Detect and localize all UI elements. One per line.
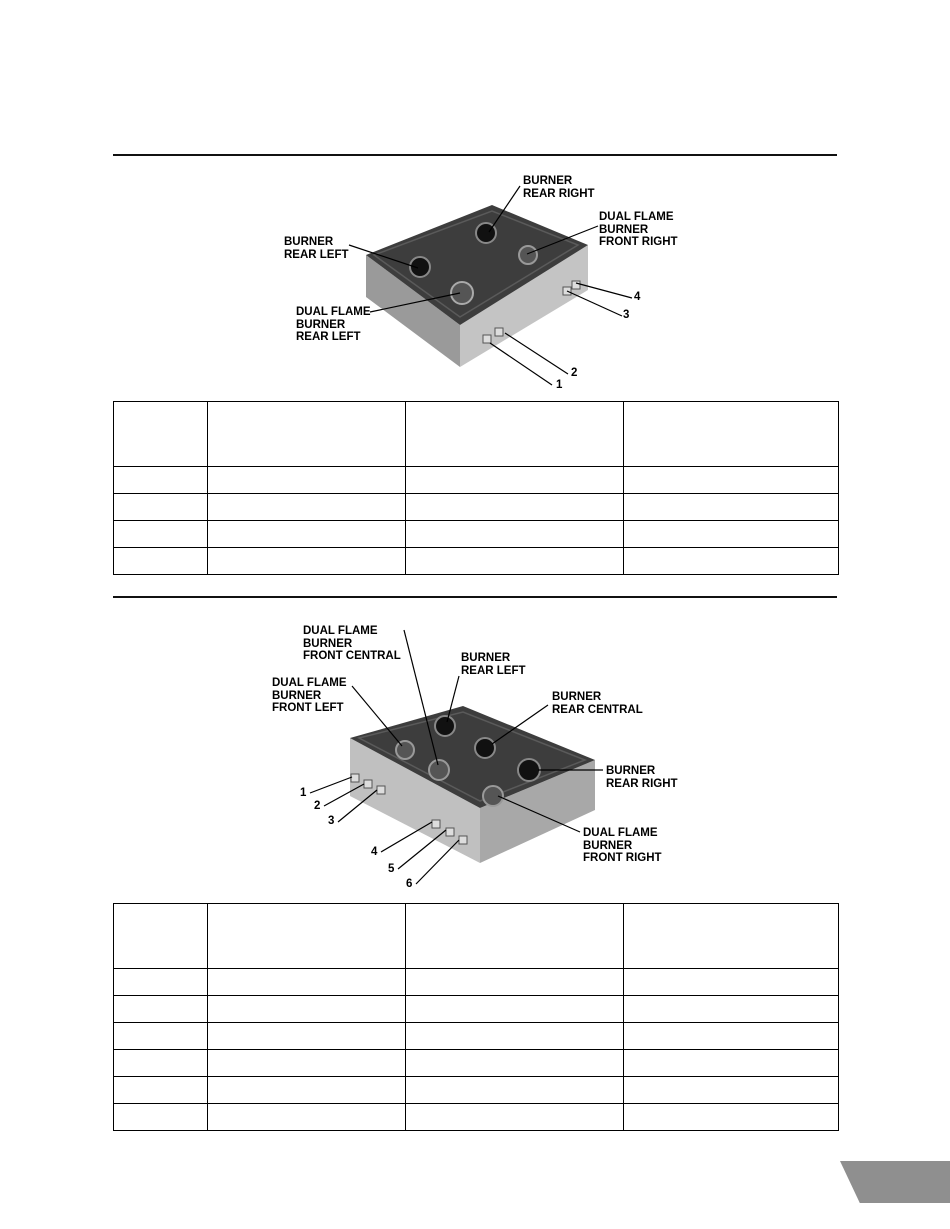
table-row bbox=[114, 1050, 839, 1077]
table-2-header bbox=[114, 904, 839, 969]
label-number-2: 2 bbox=[571, 367, 578, 379]
label-number-4: 4 bbox=[634, 291, 641, 303]
table-row bbox=[114, 1023, 839, 1050]
callout-burner-rear-central: BURNER REAR CENTRAL bbox=[552, 691, 643, 716]
label-number-1: 1 bbox=[556, 379, 563, 391]
callout-burner-rear-right: BURNER REAR RIGHT bbox=[606, 765, 678, 790]
table-row bbox=[114, 969, 839, 996]
table-row bbox=[114, 996, 839, 1023]
table-row bbox=[114, 1077, 839, 1104]
table-2 bbox=[113, 903, 839, 1131]
table-row bbox=[114, 1104, 839, 1131]
callout-dual-flame-rear-left: DUAL FLAME BURNER REAR LEFT bbox=[296, 306, 371, 343]
callout-burner-rear-left: BURNER REAR LEFT bbox=[284, 236, 349, 261]
callout-burner-rear-left: BURNER REAR LEFT bbox=[461, 652, 526, 677]
callout-dual-flame-front-right: DUAL FLAME BURNER FRONT RIGHT bbox=[583, 827, 662, 864]
table-header-cell bbox=[624, 904, 839, 969]
label-number-1: 1 bbox=[300, 787, 307, 799]
callout-burner-rear-right: BURNER REAR RIGHT bbox=[523, 175, 595, 200]
table-header-cell bbox=[114, 904, 208, 969]
callout-dual-flame-front-left: DUAL FLAME BURNER FRONT LEFT bbox=[272, 677, 347, 714]
callout-dual-flame-front-central: DUAL FLAME BURNER FRONT CENTRAL bbox=[303, 625, 401, 662]
label-number-2: 2 bbox=[314, 800, 321, 812]
label-number-3: 3 bbox=[623, 309, 630, 321]
table-header-cell bbox=[208, 904, 406, 969]
label-number-5: 5 bbox=[388, 863, 395, 875]
callout-dual-flame-front-right: DUAL FLAME BURNER FRONT RIGHT bbox=[599, 211, 678, 248]
label-number-4: 4 bbox=[371, 846, 378, 858]
label-number-6: 6 bbox=[406, 878, 413, 890]
table-header-cell bbox=[406, 904, 624, 969]
label-number-3: 3 bbox=[328, 815, 335, 827]
